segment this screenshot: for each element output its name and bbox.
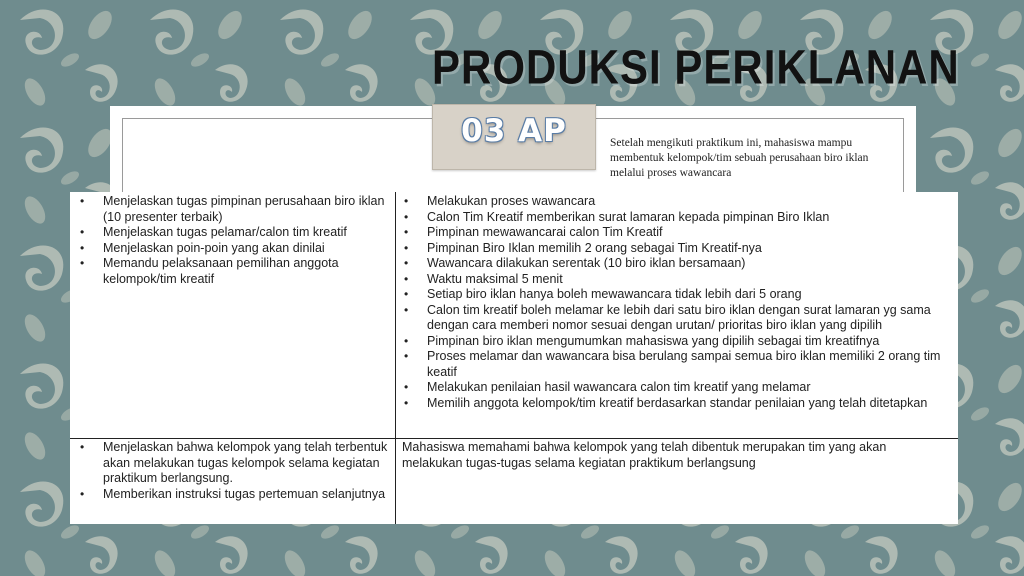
student-activities-cell	[402, 192, 950, 411]
list-item: • Menjelaskan tugas pelamar/calon tim kreatif	[78, 225, 390, 241]
list-item: • Proses melamar dan wawancara bisa berulang sampai semua biro iklan memiliki 2 orang tim keatif	[402, 349, 950, 380]
lecturer-closing-cell	[78, 438, 390, 502]
slide-title: PRODUKSI PERIKLANAN	[432, 40, 960, 95]
table-row	[70, 438, 958, 524]
list-item: • Memilih anggota kelompok/tim kreatif berdasarkan standar penilaian yang telah ditetapkan	[402, 396, 950, 412]
list-item: • Calon Tim Kreatif memberikan surat lamaran kepada pimpinan Biro Iklan	[402, 210, 950, 226]
list-item: • Memandu pelaksanaan pemilihan anggota kelompok/tim kreatif	[78, 256, 390, 287]
list-item: • Menjelaskan tugas pimpinan perusahaan biro iklan (10 presenter terbaik)	[78, 194, 390, 225]
learning-objective: Setelah mengikuti praktikum ini, mahasiswa mampu membentuk kelompok/tim sebuah perusahaan biro iklan melalui proses wawancara	[610, 137, 869, 179]
list-item: • Waktu maksimal 5 menit	[402, 272, 950, 288]
activity-table	[70, 192, 958, 524]
list-item: • Calon tim kreatif boleh melamar ke lebih dari satu biro iklan dengan surat lamaran yg sama dengan cara memberi nomor sesuai dengan urutan/ prioritas biro iklan yang dipilih	[402, 303, 950, 334]
list-item: • Pimpinan Biro Iklan memilih 2 orang sebagai Tim Kreatif-nya	[402, 241, 950, 257]
lecturer-activities-cell	[78, 192, 390, 287]
session-badge	[432, 104, 596, 170]
session-badge-label: 03 AP	[461, 113, 567, 149]
list-item: • Setiap biro iklan hanya boleh mewawancara tidak lebih dari 5 orang	[402, 287, 950, 303]
closing-text: Mahasiswa memahami bahwa kelompok yang telah dibentuk merupakan tim yang akan melakukan tugas-tugas selama kegiatan praktikum berlangsung	[402, 440, 887, 470]
table-row	[70, 192, 958, 439]
list-item: • Menjelaskan poin-poin yang akan dinilai	[78, 241, 390, 257]
column-divider	[395, 192, 396, 524]
list-item: • Pimpinan biro iklan mengumumkan mahasiswa yang dipilih sebagai tim kreatifnya	[402, 334, 950, 350]
list-item: • Menjelaskan bahwa kelompok yang telah terbentuk akan melakukan tugas kelompok selama kegiatan praktikum berlangsung.	[78, 440, 390, 487]
list-item: • Melakukan proses wawancara	[402, 194, 950, 210]
list-item: • Pimpinan mewawancarai calon Tim Kreatif	[402, 225, 950, 241]
student-closing-cell	[402, 438, 950, 471]
list-item: • Melakukan penilaian hasil wawancara calon tim kreatif yang melamar	[402, 380, 950, 396]
list-item: • Wawancara dilakukan serentak (10 biro iklan bersamaan)	[402, 256, 950, 272]
list-item: • Memberikan instruksi tugas pertemuan selanjutnya	[78, 487, 390, 503]
